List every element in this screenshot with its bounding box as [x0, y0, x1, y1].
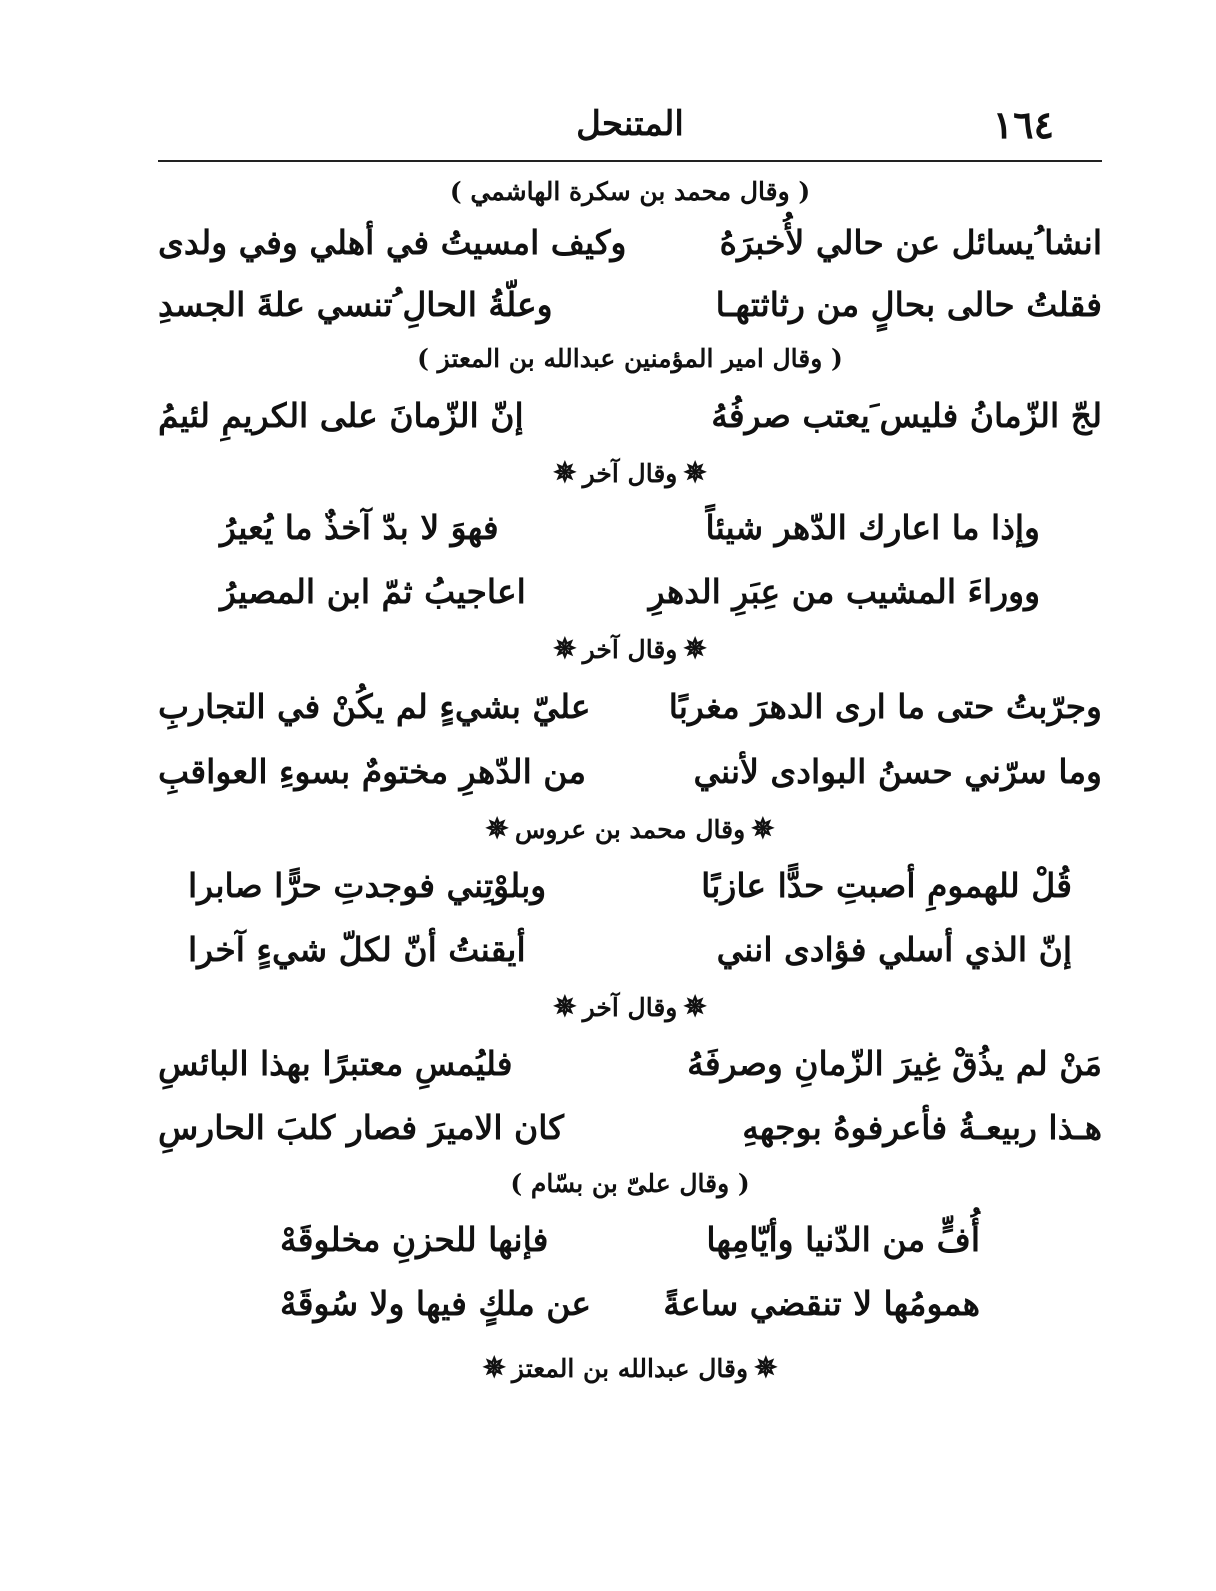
- verse-first-hemistich: مَنْ لم يذُقْ غِيرَ الزّمانِ وصرفَهُ: [687, 1044, 1102, 1083]
- ornament-star-icon: ✵: [553, 456, 577, 489]
- verse-line: [220, 560, 1040, 624]
- verse-first-hemistich: هـذا ربيعـةُ فأعرفوهُ بوجههِ: [742, 1108, 1102, 1147]
- verse-line: [158, 674, 1102, 740]
- verse-first-hemistich: وما سرّني حسنُ البوادى لأنني: [693, 752, 1102, 791]
- verse-second-hemistich: وبلوْتِني فوجدتِ حرًّا صابرا: [188, 866, 547, 905]
- ornament-star-icon: ✵: [683, 456, 707, 489]
- section-heading: ✵وقال آخر✵: [553, 632, 707, 665]
- verse-first-hemistich: قُلْ للهمومِ أصبتِ حدًّا عازبًا: [701, 866, 1072, 905]
- verse-first-hemistich: لجّ الزّمانُ فليس َيعتب صرفُهُ: [711, 396, 1102, 435]
- verse-first-hemistich: وإذا ما اعارك الدّهر شيئاً: [705, 508, 1040, 547]
- verse-line: [158, 382, 1102, 450]
- poem-content: [158, 170, 1102, 1396]
- verse-line: [158, 918, 1102, 982]
- section-heading: ( وقال امير المؤمنين عبدالله بن المعتز ): [417, 344, 843, 373]
- verse-second-hemistich: كان الاميرَ فصار كلبَ الحارسِ: [158, 1108, 565, 1147]
- verse-line: [158, 274, 1102, 336]
- verse-line: [220, 496, 1040, 560]
- verse-first-hemistich: إنّ الذي أسلي فؤادى انني: [716, 930, 1072, 969]
- verse-second-hemistich: إنّ الزّمانَ على الكريمِ لئيمُ: [158, 396, 524, 435]
- verse-second-hemistich: فليُمسِ معتبرًا بهذا البائسِ: [158, 1044, 513, 1083]
- ornament-star-icon: ✵: [683, 990, 707, 1023]
- section-heading: ✵وقال آخر✵: [553, 456, 707, 489]
- header-rule: [158, 160, 1102, 162]
- verse-first-hemistich: وجرّبتُ حتى ما ارى الدهرَ مغربًا: [668, 687, 1102, 726]
- section-heading: ( وقال محمد بن سكرة الهاشمي ): [449, 177, 811, 206]
- verse-line: [158, 1032, 1102, 1096]
- ornament-star-icon: ✵: [751, 812, 775, 845]
- verse-second-hemistich: أيقنتُ أنّ لكلّ شيءٍ آخرا: [188, 930, 526, 969]
- page-title: المتنحل: [576, 104, 684, 144]
- verse-line: [158, 740, 1102, 804]
- verse-second-hemistich: عن ملكٍ فيها ولا سُوقَهْ: [280, 1284, 592, 1323]
- verse-line: [280, 1208, 980, 1272]
- section-heading: ✵وقال آخر✵: [553, 990, 707, 1023]
- verse-line: [158, 212, 1102, 274]
- verse-first-hemistich: انشا ُيسائل عن حالي لأُخبرَهُ: [719, 223, 1102, 262]
- page-number: ١٦٤: [992, 102, 1054, 147]
- section-heading: ( وقال علىّ بن بسّام ): [510, 1169, 750, 1198]
- page-header: [158, 96, 1102, 156]
- ornament-star-icon: ✵: [754, 1351, 778, 1384]
- verse-second-hemistich: وعلّةُ الحالِ ُتنسي علةَ الجسدِ: [158, 285, 553, 324]
- verse-line: [280, 1272, 980, 1336]
- verse-line: [158, 1096, 1102, 1160]
- ornament-star-icon: ✵: [553, 990, 577, 1023]
- ornament-star-icon: ✵: [482, 1351, 506, 1384]
- verse-second-hemistich: فإنها للحزنِ مخلوقَهْ: [280, 1220, 549, 1259]
- section-heading: ✵وقال عبدالله بن المعتز✵: [482, 1351, 778, 1384]
- verse-first-hemistich: ووراءَ المشيب من عِبَرِ الدهرِ: [648, 572, 1040, 611]
- verse-line: [158, 854, 1102, 918]
- verse-first-hemistich: همومُها لا تنقضي ساعةً: [663, 1284, 980, 1323]
- verse-first-hemistich: أُفٍّ من الدّنيا وأيّامِها: [706, 1220, 980, 1259]
- verse-second-hemistich: وكيف امسيتُ في أهلي وفي ولدى: [158, 223, 627, 262]
- verse-first-hemistich: فقلتُ حالى بحالٍ من رثاثتهـا: [715, 285, 1102, 324]
- ornament-star-icon: ✵: [485, 812, 509, 845]
- ornament-star-icon: ✵: [553, 632, 577, 665]
- verse-second-hemistich: عليّ بشيءٍ لم يكُنْ في التجاربِ: [158, 687, 591, 726]
- verse-second-hemistich: اعاجيبُ ثمّ ابن المصيرُ: [220, 572, 526, 611]
- section-heading: ✵وقال محمد بن عروس✵: [485, 812, 775, 845]
- verse-second-hemistich: من الدّهرِ مختومٌ بسوءِ العواقبِ: [158, 752, 587, 791]
- ornament-star-icon: ✵: [683, 632, 707, 665]
- verse-second-hemistich: فهوَ لا بدّ آخذٌ ما يُعيرُ: [220, 508, 499, 547]
